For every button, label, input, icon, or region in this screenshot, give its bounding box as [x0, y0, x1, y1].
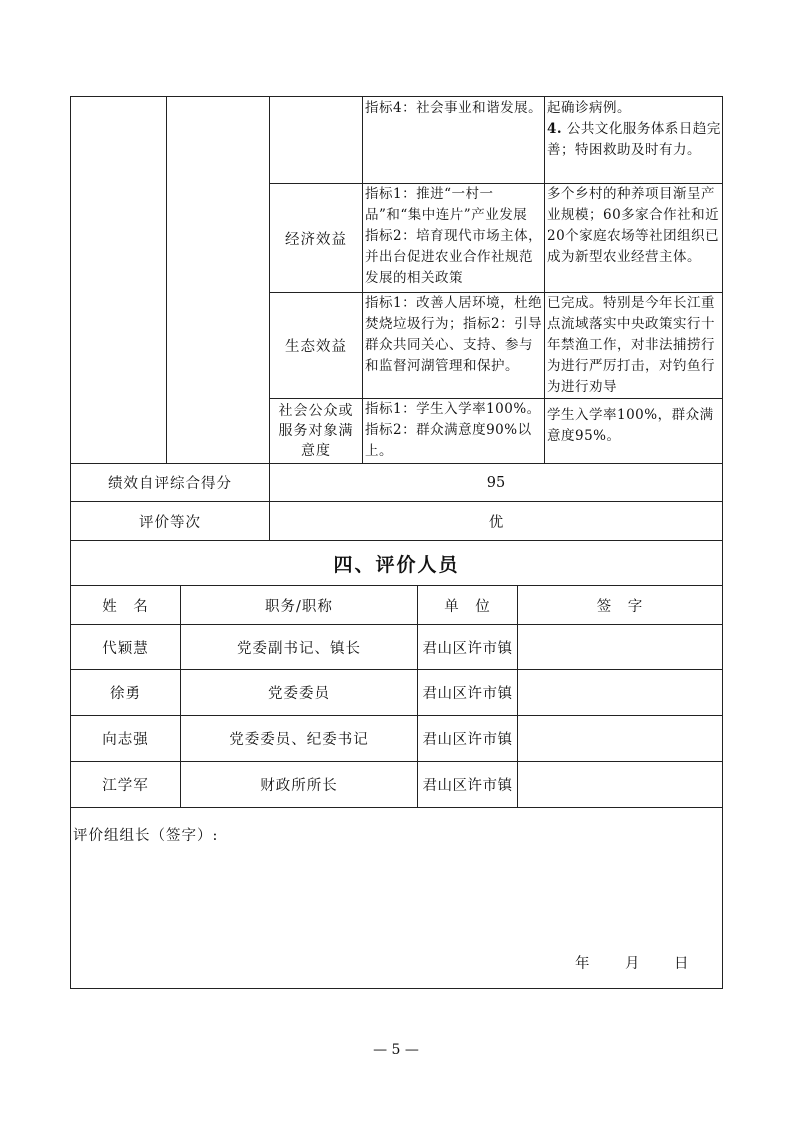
target-text: 指标1：推进“一村一品”和“集中连片”产业发展 指标2：培育现代市场主体，并出台促进农业合作社规范发展的相关政策 [365, 186, 543, 286]
target-text: 指标4：社会事业和谐发展。 [365, 100, 543, 116]
category-ecological [270, 293, 362, 398]
target-cell-ecological [365, 293, 543, 377]
person-unit [418, 625, 517, 669]
person-name-text: 徐勇 [110, 686, 141, 702]
grade-value [270, 502, 722, 540]
signature-field[interactable] [518, 716, 722, 761]
result-text: 多个乡村的种养项目渐呈产业规模；60多家合作社和近20个家庭农场等社团组织已成为新型农业经营主体。 [547, 186, 720, 265]
person-unit-text: 君山区许市镇 [422, 686, 513, 702]
person-position [181, 670, 417, 715]
result-cell-satisfaction [547, 405, 721, 447]
header-text: 单 位 [444, 598, 491, 615]
leader-signature-label [73, 824, 373, 845]
category-satisfaction [272, 399, 360, 463]
result-text: 学生入学率100%，群众满意度95%。 [547, 407, 714, 444]
result-text: 已完成。特别是今年长江重点流域落实中央政策实行十年禁渔工作，对非法捕捞行为进行严厉打击，对钓鱼行为进行劝导 [547, 295, 715, 395]
person-name [71, 625, 180, 669]
header-text: 姓 名 [102, 598, 149, 615]
person-name-text: 向志强 [102, 732, 149, 748]
score-value [270, 464, 722, 501]
target-text: 指标1：学生入学率100%。指标2：群众满意度90%以上。 [365, 401, 541, 459]
person-position [181, 716, 417, 761]
target-cell-satisfaction [365, 399, 543, 462]
person-position-text: 党委委员、纪委书记 [229, 732, 369, 748]
target-cell-social [365, 98, 543, 119]
person-name-text: 江学军 [102, 778, 149, 794]
signature-field[interactable] [518, 670, 722, 715]
person-unit-text: 君山区许市镇 [422, 732, 513, 748]
category-economic [270, 184, 362, 292]
person-unit [418, 762, 517, 807]
section-title-text: 四、评价人员 [333, 553, 460, 576]
target-text: 指标1：改善人居环境，杜绝焚烧垃圾行为；指标2：引导群众共同关心、支持、参与和监督河湖管理和保护。 [365, 295, 543, 374]
page-number-text: — 5 — [373, 1042, 419, 1058]
header-signature [518, 586, 722, 624]
header-name [71, 586, 180, 624]
item-number: 4. [547, 121, 563, 137]
date-day [674, 952, 690, 973]
result-text: 公共文化服务体系日趋完善；特困救助及时有力。 [547, 121, 721, 158]
person-position [181, 625, 417, 669]
result-cell-social [547, 98, 721, 161]
leader-signature-label-text: 评价组组长（签字）: [73, 828, 219, 844]
result-cell-economic [547, 184, 721, 268]
person-name [71, 762, 180, 807]
person-position-text: 党委委员 [268, 686, 330, 702]
date-year-text: 年 [575, 956, 591, 972]
leader-signature-field[interactable] [71, 850, 722, 940]
person-position-text: 党委副书记、镇长 [237, 640, 361, 657]
signature-field[interactable] [518, 762, 722, 807]
person-unit-text: 君山区许市镇 [422, 778, 513, 794]
person-position-text: 财政所所长 [260, 778, 338, 794]
person-unit [418, 716, 517, 761]
header-position [181, 586, 417, 624]
date-month [625, 952, 641, 973]
person-name [71, 716, 180, 761]
section-title [71, 541, 722, 585]
header-text: 签 字 [596, 598, 644, 615]
page-number [296, 1040, 496, 1060]
date-month-text: 月 [625, 956, 641, 972]
person-unit [418, 670, 517, 715]
result-cell-ecological [547, 293, 721, 398]
score-label-text: 绩效自评综合得分 [108, 476, 232, 492]
person-name-text: 代颖慧 [102, 640, 149, 657]
date-year [575, 952, 591, 973]
header-text: 职务/职称 [265, 598, 333, 615]
category-label: 经济效益 [285, 231, 347, 248]
person-unit-text: 君山区许市镇 [422, 640, 513, 657]
grade-label [71, 502, 269, 540]
target-cell-economic [365, 184, 543, 289]
category-label: 社会公众或服务对象满意度 [278, 403, 354, 459]
score-label [71, 464, 269, 501]
score-value-text: 95 [486, 474, 506, 491]
date-day-text: 日 [674, 956, 690, 972]
person-name [71, 670, 180, 715]
header-unit [418, 586, 517, 624]
category-label: 生态效益 [285, 339, 347, 355]
signature-field[interactable] [518, 625, 722, 669]
grade-value-text: 优 [488, 514, 504, 531]
result-text: 起确诊病例。 [547, 100, 631, 116]
grade-label-text: 评价等次 [139, 514, 201, 531]
person-position [181, 762, 417, 807]
